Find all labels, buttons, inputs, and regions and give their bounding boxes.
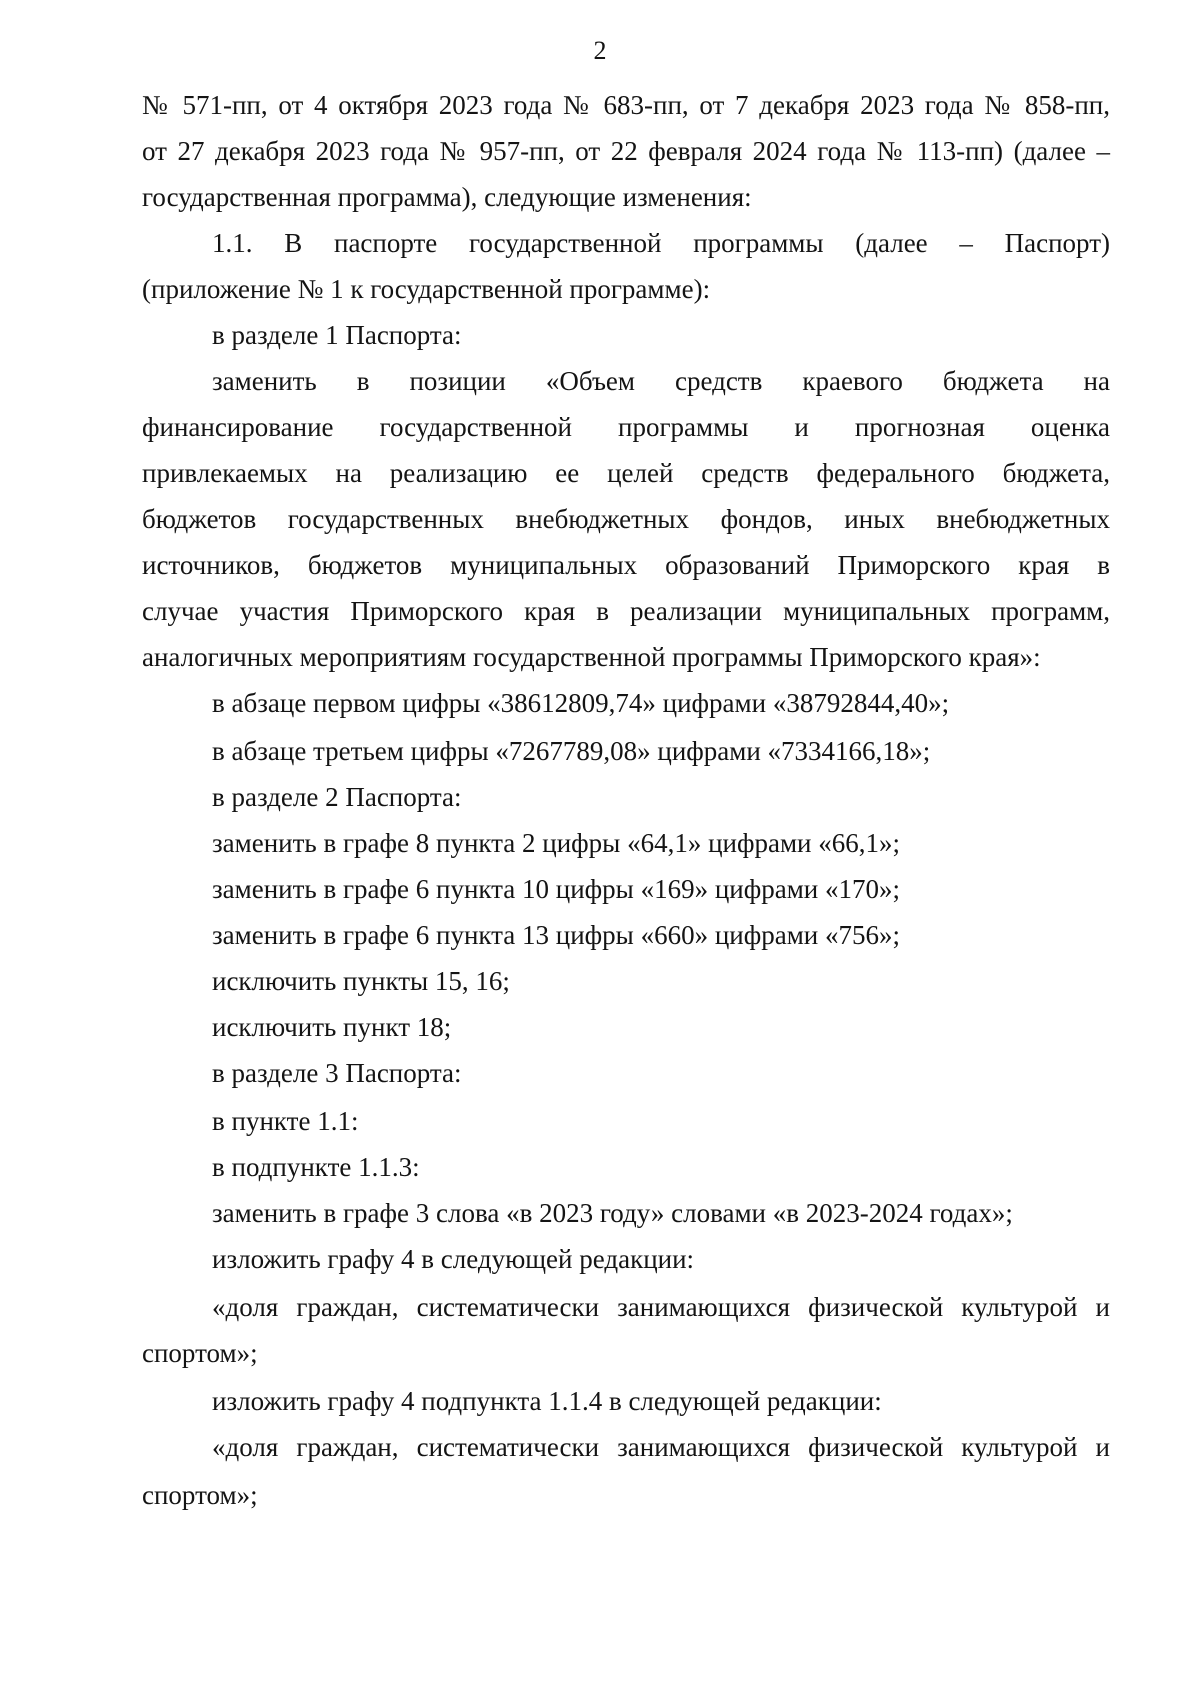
- page-number: 2: [593, 36, 607, 65]
- text-line: «доля граждан, систематически занимающихся физической культурой и: [212, 1292, 1110, 1322]
- text-line: аналогичных мероприятиям государственной программы Приморского края»:: [142, 642, 1041, 672]
- text-line: «доля граждан, систематически занимающихся физической культурой и: [212, 1432, 1110, 1462]
- text-line: заменить в позиции «Объем средств краевого бюджета на: [212, 366, 1110, 396]
- text-line: 1.1. В паспорте государственной программы (далее – Паспорт): [212, 228, 1110, 258]
- text-line: случае участия Приморского края в реализации муниципальных программ,: [142, 596, 1110, 626]
- text-line: в разделе 1 Паспорта:: [212, 320, 462, 350]
- text-line: изложить графу 4 в следующей редакции:: [212, 1244, 695, 1274]
- text-line: бюджетов государственных внебюджетных фондов, иных внебюджетных: [142, 504, 1110, 534]
- text-line: спортом»;: [142, 1480, 258, 1510]
- text-line: изложить графу 4 подпункта 1.1.4 в следующей редакции:: [212, 1386, 882, 1416]
- text-line: № 571-пп, от 4 октября 2023 года № 683-пп, от 7 декабря 2023 года № 858-пп,: [142, 90, 1110, 120]
- text-line: в разделе 3 Паспорта:: [212, 1058, 462, 1088]
- text-line: заменить в графе 6 пункта 13 цифры «660» цифрами «756»;: [212, 920, 900, 950]
- text-line: в подпункте 1.1.3:: [212, 1152, 420, 1182]
- text-line: в абзаце первом цифры «38612809,74» цифрами «38792844,40»;: [212, 688, 950, 718]
- text-line: спортом»;: [142, 1338, 258, 1368]
- text-line: источников, бюджетов муниципальных образований Приморского края в: [142, 550, 1110, 580]
- text-line: в пункте 1.1:: [212, 1106, 359, 1136]
- text-line: исключить пункт 18;: [212, 1012, 452, 1042]
- text-line: финансирование государственной программы и прогнозная оценка: [142, 412, 1110, 442]
- text-line: заменить в графе 6 пункта 10 цифры «169» цифрами «170»;: [212, 874, 900, 904]
- text-line: заменить в графе 3 слова «в 2023 году» словами «в 2023-2024 годах»;: [212, 1198, 1013, 1228]
- text-line: от 27 декабря 2023 года № 957-пп, от 22 февраля 2024 года № 113-пп) (далее –: [142, 136, 1110, 166]
- text-line: исключить пункты 15, 16;: [212, 966, 510, 996]
- text-line: заменить в графе 8 пункта 2 цифры «64,1» цифрами «66,1»;: [212, 828, 900, 858]
- text-line: в разделе 2 Паспорта:: [212, 782, 462, 812]
- text-line: государственная программа), следующие изменения:: [142, 182, 752, 212]
- text-line: (приложение № 1 к государственной программе):: [142, 274, 711, 304]
- text-line: в абзаце третьем цифры «7267789,08» цифрами «7334166,18»;: [212, 736, 931, 766]
- text-line: привлекаемых на реализацию ее целей средств федерального бюджета,: [142, 458, 1110, 488]
